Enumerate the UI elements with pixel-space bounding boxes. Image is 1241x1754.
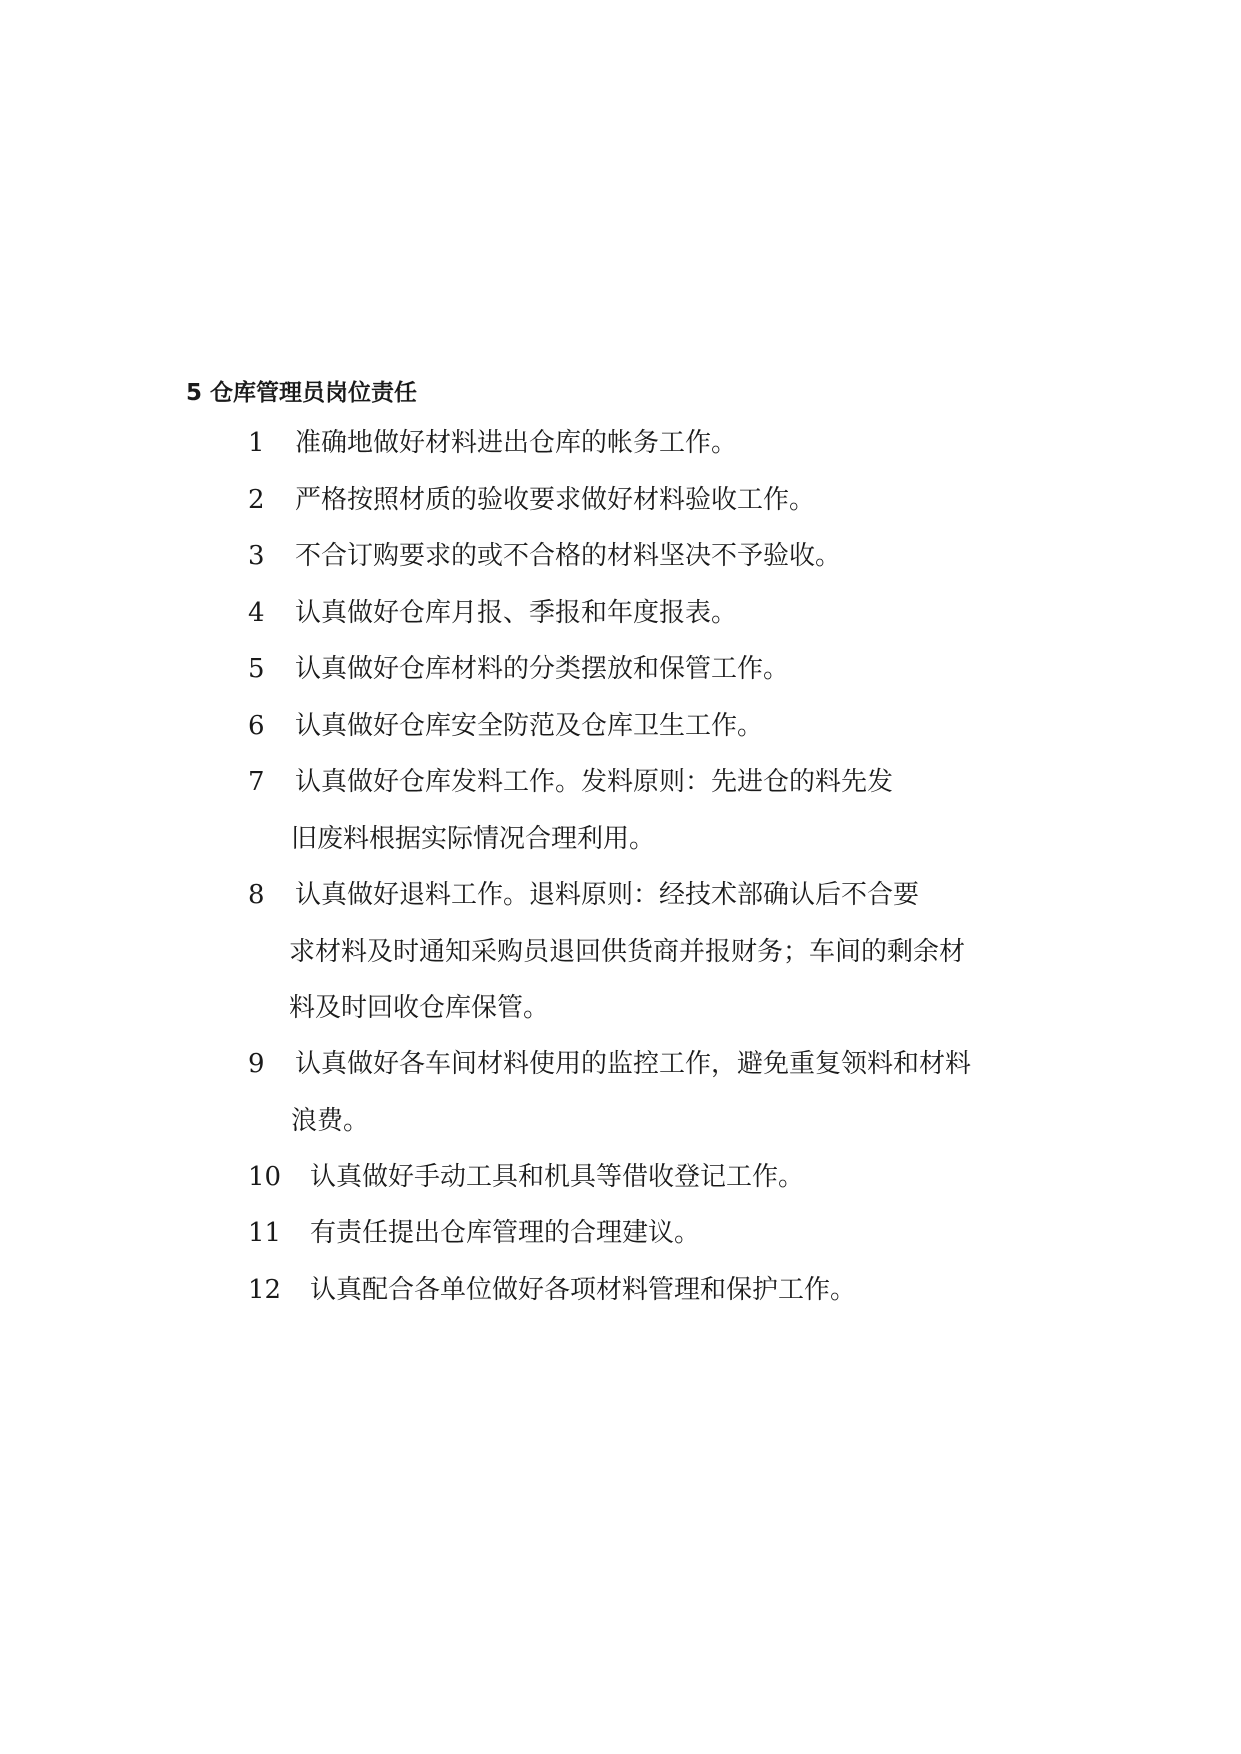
item-number: 4 bbox=[248, 598, 265, 628]
item-text: 认真做好仓库发料工作。发料原则：先进仓的料先发 bbox=[295, 767, 894, 797]
item-number: 3 bbox=[248, 541, 265, 571]
list-item bbox=[248, 1149, 1068, 1206]
item-number: 8 bbox=[248, 880, 265, 910]
item-text: 认真做好仓库材料的分类摆放和保管工作。 bbox=[295, 654, 790, 684]
item-number: 9 bbox=[248, 1049, 265, 1079]
list-item bbox=[248, 415, 1068, 472]
item-text: 认真做好各车间材料使用的监控工作，避免重复领料和材料 bbox=[295, 1049, 972, 1079]
item-text-continued: 旧废料根据实际情况合理利用。 bbox=[291, 823, 656, 854]
item-number: 10 bbox=[248, 1162, 282, 1192]
section-heading: 5 仓库管理员岗位责任 bbox=[186, 380, 418, 406]
item-number: 12 bbox=[248, 1275, 282, 1305]
item-text: 认真配合各单位做好各项材料管理和保护工作。 bbox=[310, 1275, 857, 1305]
item-number: 2 bbox=[248, 485, 265, 515]
item-number: 7 bbox=[248, 767, 265, 797]
item-text: 不合订购要求的或不合格的材料坚决不予验收。 bbox=[295, 541, 842, 571]
item-number: 6 bbox=[248, 711, 265, 741]
item-text: 严格按照材质的验收要求做好材料验收工作。 bbox=[295, 485, 816, 515]
list-item bbox=[248, 1036, 1068, 1149]
item-number: 11 bbox=[248, 1218, 282, 1248]
list-item bbox=[248, 472, 1068, 529]
list-item bbox=[248, 1262, 1068, 1319]
item-text-continued: 料及时回收仓库保管。 bbox=[289, 993, 550, 1023]
item-text: 认真做好仓库安全防范及仓库卫生工作。 bbox=[295, 711, 764, 741]
list-item bbox=[248, 585, 1068, 642]
list-item bbox=[248, 867, 1068, 1037]
item-text: 认真做好仓库月报、季报和年度报表。 bbox=[295, 598, 738, 628]
item-number: 5 bbox=[248, 654, 265, 684]
item-number: 1 bbox=[248, 428, 265, 458]
list-item bbox=[248, 1205, 1068, 1262]
list-item bbox=[248, 528, 1068, 585]
list-item bbox=[248, 641, 1068, 698]
list-item bbox=[248, 754, 1068, 867]
item-text: 有责任提出仓库管理的合理建议。 bbox=[310, 1218, 701, 1248]
item-text: 准确地做好材料进出仓库的帐务工作。 bbox=[295, 428, 738, 458]
item-text: 认真做好退料工作。退料原则：经技术部确认后不合要 bbox=[295, 880, 920, 910]
list-item bbox=[248, 698, 1068, 755]
item-text-continued: 求材料及时通知采购员退回供货商并报财务；车间的剩余材 bbox=[289, 936, 966, 967]
item-text-continued: 浪费。 bbox=[291, 1105, 370, 1136]
item-text: 认真做好手动工具和机具等借收登记工作。 bbox=[310, 1162, 805, 1192]
